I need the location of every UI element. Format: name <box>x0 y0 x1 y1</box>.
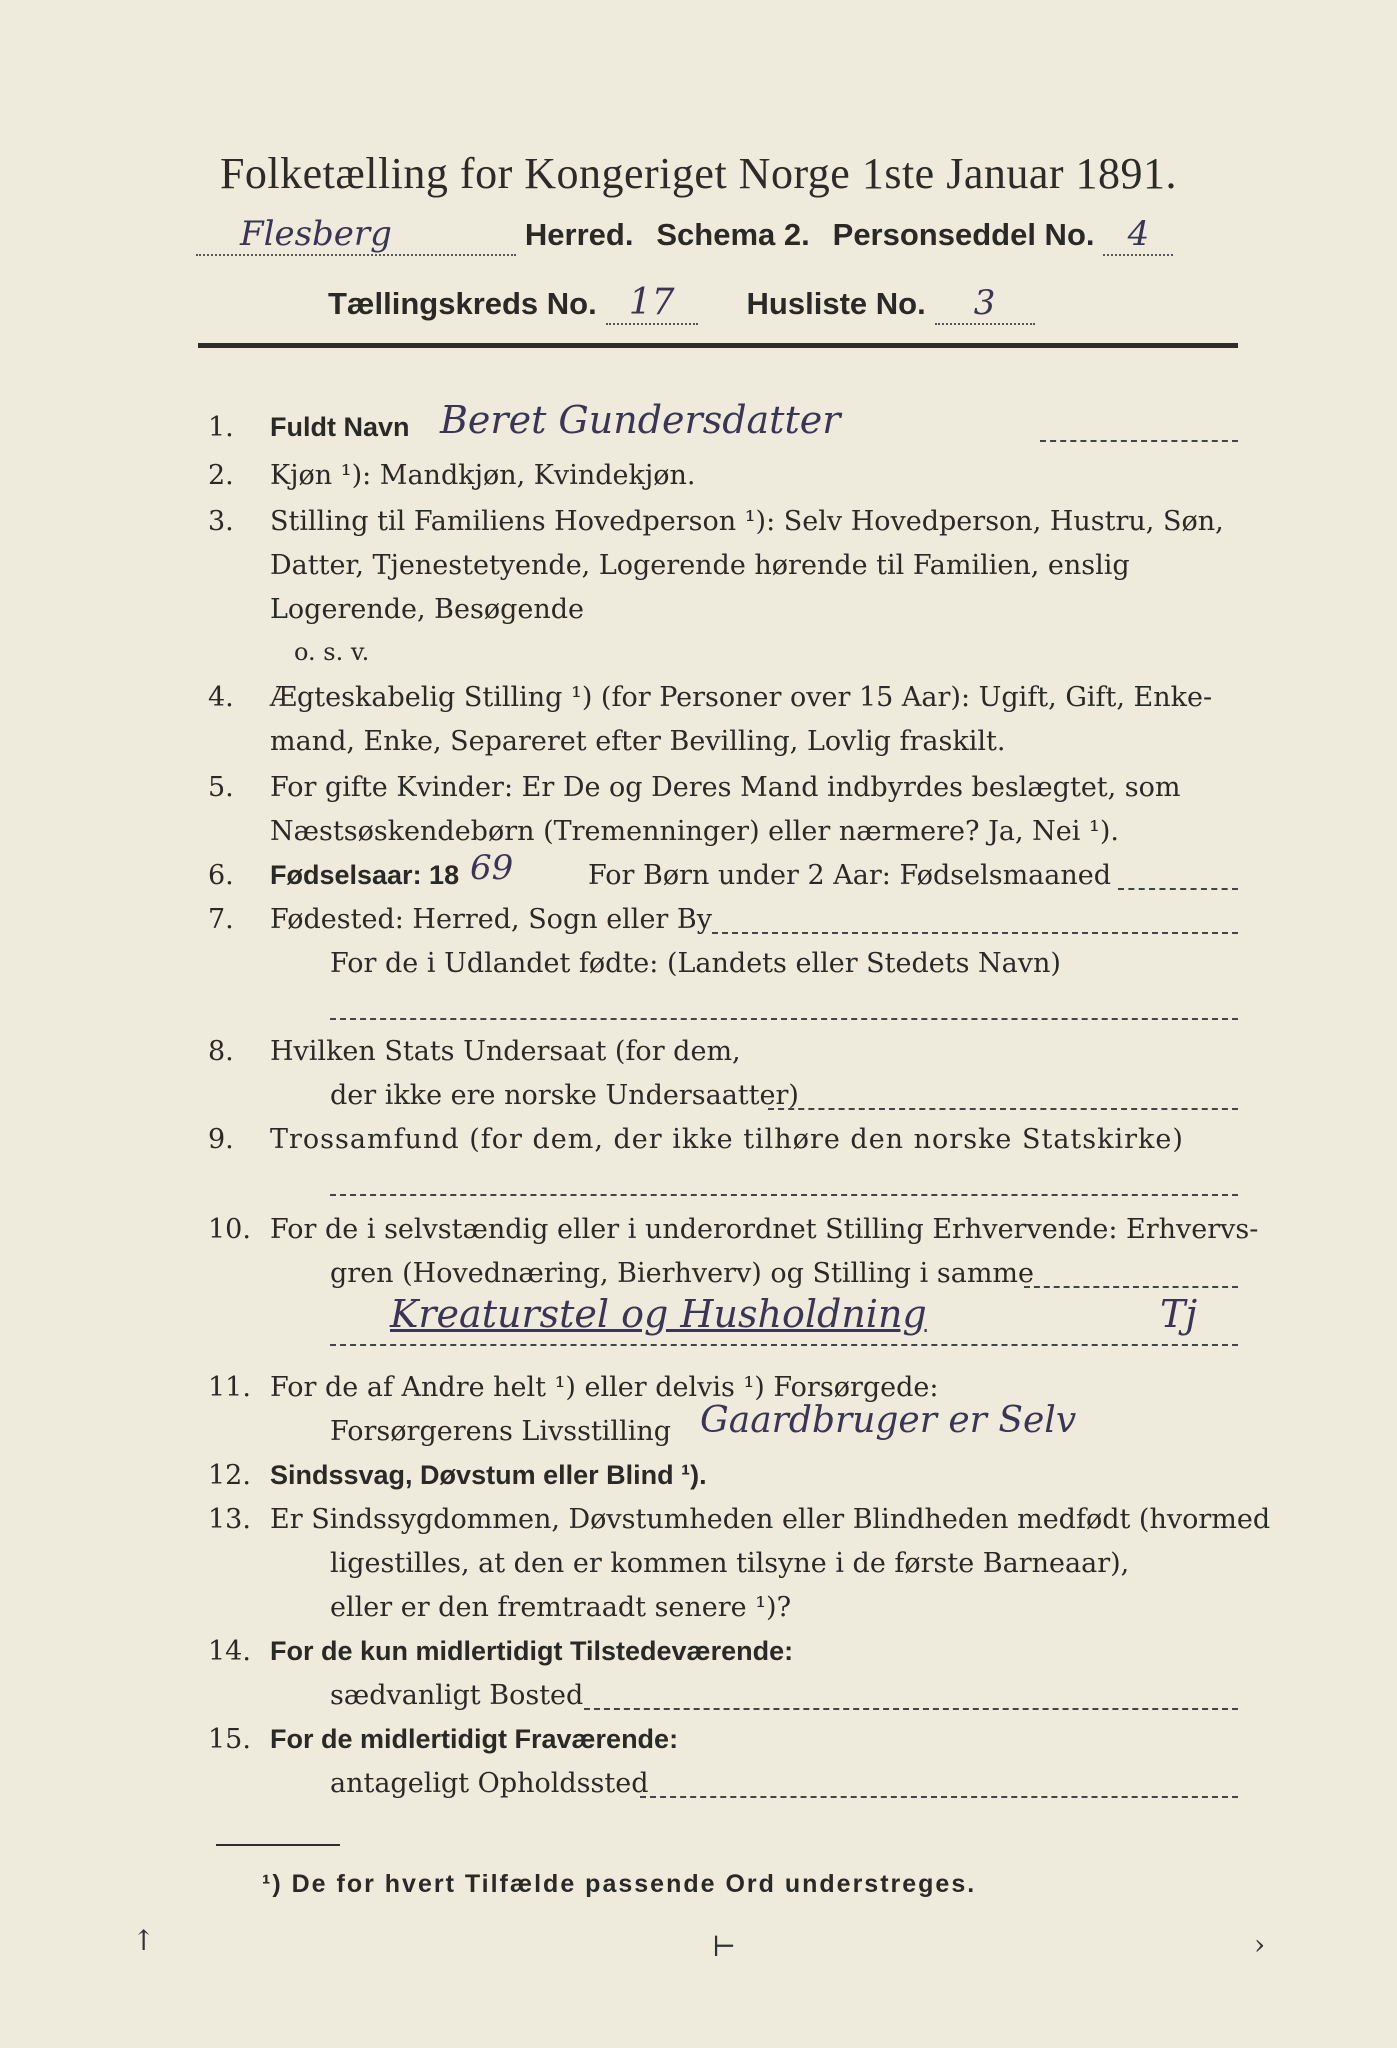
item-number: 5. <box>208 772 234 803</box>
scan-mark-icon: › <box>1254 1928 1266 1961</box>
item-13-line: Er Sindssygdommen, Døvstumheden eller Blindheden medfødt (hvormed <box>270 1504 1271 1535</box>
item-number: 15. <box>208 1724 251 1755</box>
item-6-fill <box>1118 888 1238 890</box>
item-2-line: Kjøn ¹): Mandkjøn, Kvindekjøn. <box>270 460 696 491</box>
scan-mark-icon: ⊢ <box>712 1930 737 1963</box>
item-3-line: o. s. v. <box>294 638 370 666</box>
item-number: 10. <box>208 1214 251 1245</box>
kreds-label: Tællingskreds No. <box>328 286 597 321</box>
personseddel-label: Personseddel No. <box>832 217 1095 252</box>
item-13-line: ligestilles, at den er kommen tilsyne i de første Barneaar), <box>330 1548 1130 1579</box>
item-number: 11. <box>208 1372 251 1403</box>
item-number: 9. <box>208 1124 234 1155</box>
item-number: 13. <box>208 1504 251 1535</box>
item-7-fill <box>330 1018 1238 1020</box>
item-10-line: gren (Hovednæring, Bierhverv) og Stilling i samme <box>330 1258 1035 1289</box>
item-10-line: For de i selvstændig eller i underordnet Stilling Erhvervende: Erhvervs- <box>270 1214 1259 1245</box>
item-6-label: Fødselsaar: 18 <box>270 860 460 890</box>
personseddel-value: 4 <box>1103 214 1173 256</box>
item-11-line: Forsørgerens Livsstilling <box>330 1416 672 1447</box>
herred-row <box>196 214 1173 256</box>
item-3-line: Stilling til Familiens Hovedperson ¹): Selv Hovedperson, Hustru, Søn, <box>270 506 1224 537</box>
item-8-line: der ikke ere norske Undersaatter) <box>330 1080 799 1111</box>
item-10-fill <box>1024 1286 1238 1288</box>
item-number: 8. <box>208 1036 234 1067</box>
item-10-fill <box>330 1344 1238 1346</box>
herred-label: Herred. <box>524 217 634 252</box>
item-15-fill <box>640 1796 1238 1798</box>
item-number: 12. <box>208 1460 251 1491</box>
item-13-line: eller er den fremtraadt senere ¹)? <box>330 1592 792 1623</box>
kreds-value: 17 <box>606 282 698 325</box>
item-11-line: For de af Andre helt ¹) eller delvis ¹) Forsørgede: <box>270 1372 939 1403</box>
item-7-fill <box>712 932 1238 934</box>
item-14-fill <box>584 1708 1238 1710</box>
item-7-line: For de i Udlandet fødte: (Landets eller Stedets Navn) <box>330 948 1061 979</box>
item-4-line: Ægteskabelig Stilling ¹) (for Personer over 15 Aar): Ugift, Gift, Enke- <box>270 682 1213 713</box>
item-15-line: For de midlertidigt Fraværende: <box>270 1724 679 1754</box>
scan-mark-icon: ↑ <box>132 1924 156 1957</box>
item-number: 4. <box>208 682 234 713</box>
item-number: 14. <box>208 1636 251 1667</box>
item-number: 2. <box>208 460 234 491</box>
item-number: 3. <box>208 506 234 537</box>
item-5-line: For gifte Kvinder: Er De og Deres Mand indbyrdes beslægtet, som <box>270 772 1181 803</box>
item-14-line: sædvanligt Bosted <box>330 1680 584 1711</box>
kreds-row <box>328 282 1035 325</box>
item-6-answer: 69 <box>470 848 514 888</box>
item-15-line: antageligt Opholdssted <box>330 1768 649 1799</box>
item-12-line: Sindssvag, Døvstum eller Blind ¹). <box>270 1460 707 1490</box>
item-9-fill <box>330 1194 1238 1196</box>
header-rule <box>198 343 1238 348</box>
footnote-rule <box>216 1844 340 1846</box>
item-3-line: Datter, Tjenestetyende, Logerende hørende til Familien, enslig <box>270 550 1130 581</box>
husliste-label: Husliste No. <box>746 286 926 321</box>
item-6-line: For Børn under 2 Aar: Fødselsmaaned <box>588 860 1112 891</box>
schema-label: Schema 2. <box>656 217 810 252</box>
item-11-answer: Gaardbruger er Selv <box>700 1400 1077 1441</box>
item-10-answer: Kreaturstel og Husholdning <box>390 1292 927 1336</box>
item-7-line: Fødested: Herred, Sogn eller By <box>270 904 713 935</box>
item-1-fill <box>1040 440 1238 442</box>
item-8-fill <box>768 1108 1238 1110</box>
item-4-line: mand, Enke, Separeret efter Bevilling, Lovlig fraskilt. <box>270 726 1006 757</box>
herred-value: Flesberg <box>196 214 516 256</box>
item-number: 7. <box>208 904 234 935</box>
item-number: 1. <box>208 412 234 443</box>
item-3-line: Logerende, Besøgende <box>270 594 584 625</box>
item-14-line: For de kun midlertidigt Tilstedeværende: <box>270 1636 794 1666</box>
husliste-value: 3 <box>935 283 1035 325</box>
item-1-answer: Beret Gundersdatter <box>440 398 841 442</box>
item-10-answer2: Tj <box>1160 1292 1198 1336</box>
item-1-label: Fuldt Navn <box>270 412 410 442</box>
form-title: Folketælling for Kongeriget Norge 1ste Januar 1891. <box>219 149 1178 198</box>
footnote: ¹) De for hvert Tilfælde passende Ord understreges. <box>262 1870 977 1898</box>
item-8-line: Hvilken Stats Undersaat (for dem, <box>270 1036 741 1067</box>
item-number: 6. <box>208 860 234 891</box>
item-5-line: Næstsøskendebørn (Tremenninger) eller nærmere? Ja, Nei ¹). <box>270 816 1119 847</box>
item-9-line: Trossamfund (for dem, der ikke tilhøre den norske Statskirke) <box>270 1124 1184 1155</box>
